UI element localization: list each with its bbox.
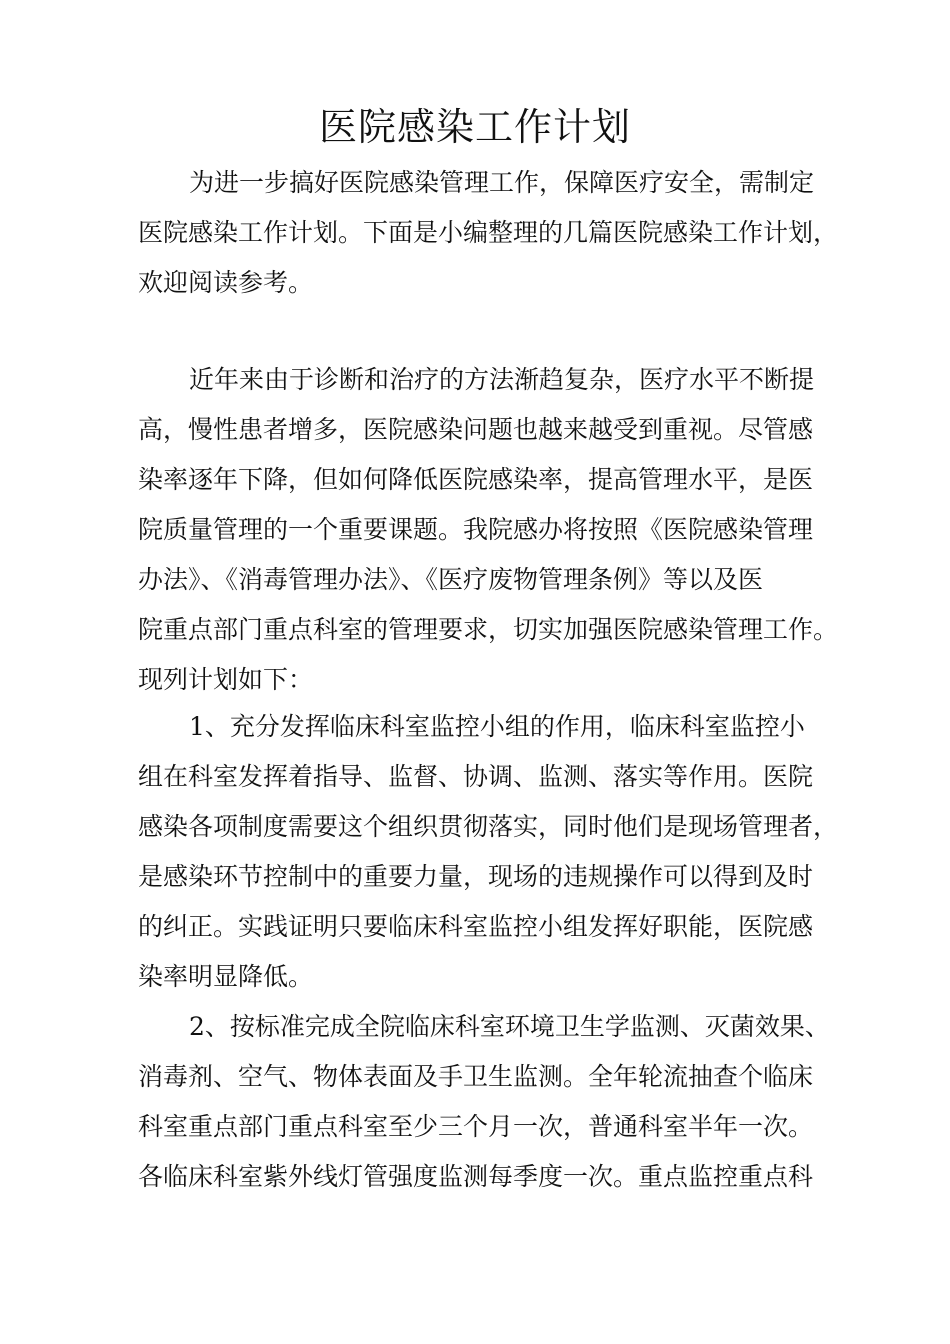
text-line: 消毒剂、空气、物体表面及手卫生监测。全年轮流抽查个临床 [138, 1062, 814, 1091]
text-line: 为进一步搞好医院感染管理工作，保障医疗安全，需制定 [189, 168, 815, 197]
text-line: 的纠正。实践证明只要临床科室监控小组发挥好职能，医院感 [138, 912, 814, 941]
text-line: 感染各项制度需要这个组织贯彻落实，同时他们是现场管理者， [138, 812, 839, 841]
text-line: 院质量管理的一个重要课题。我院感办将按照《医院感染管理 [138, 515, 814, 544]
background-paragraph [138, 355, 839, 705]
plan-item-2-paragraph [138, 1002, 832, 1202]
text-line: 染率逐年下降，但如何降低医院感染率，提高管理水平，是医 [138, 465, 814, 494]
text-line: 欢迎阅读参考。 [138, 268, 314, 297]
text-line: 2、按标准完成全院临床科室环境卫生学监测、灭菌效果、 [189, 1012, 830, 1041]
document-title: 医院感染工作计划 [318, 105, 631, 149]
text-line: 1、充分发挥临床科室监控小组的作用，临床科室监控小 [189, 712, 805, 741]
text-line: 科室重点部门重点科室至少三个月一次，普通科室半年一次。 [138, 1112, 814, 1141]
text-line: 染率明显降低。 [138, 962, 314, 991]
plan-item-1-paragraph [138, 702, 839, 1002]
text-line: 院重点部门重点科室的管理要求，切实加强医院感染管理工作。 [138, 615, 839, 644]
text-line: 近年来由于诊断和治疗的方法渐趋复杂，医疗水平不断提 [189, 365, 815, 394]
text-line: 各临床科室紫外线灯管强度监测每季度一次。重点监控重点科 [138, 1162, 814, 1191]
text-line: 办法》、《消毒管理办法》、《医疗废物管理条例》等以及医 [138, 565, 764, 594]
text-line: 是感染环节控制中的重要力量，现场的违规操作可以得到及时 [138, 862, 814, 891]
text-line: 高，慢性患者增多，医院感染问题也越来越受到重视。尽管感 [138, 415, 814, 444]
text-line: 现列计划如下： [138, 665, 314, 694]
text-line: 组在科室发挥着指导、监督、协调、监测、落实等作用。医院 [138, 762, 814, 791]
intro-paragraph [138, 158, 839, 308]
text-line: 医院感染工作计划。下面是小编整理的几篇医院感染工作计划， [138, 218, 839, 247]
